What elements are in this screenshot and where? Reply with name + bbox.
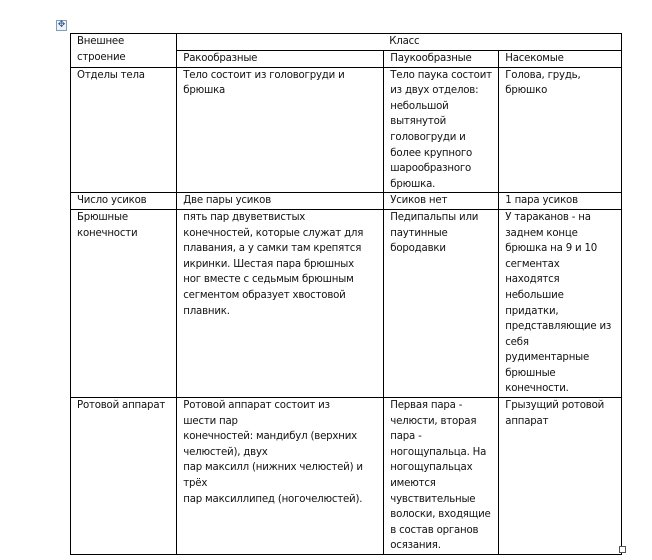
cell: Грызущий ротовой аппарат xyxy=(499,398,622,555)
cell: Ротовой аппарат состоит из шести пар конечностей: мандибул (верхних челюстей), двух пар максилл (нижних челюстей) и трёх пар максиллипед (ногочелюстей). xyxy=(177,398,384,555)
class-group-header: Класс xyxy=(177,34,622,51)
table-move-handle-icon[interactable]: ✥ xyxy=(57,20,66,30)
cell: Первая пара - челюсти, вторая пара - ногощупальца. На ногощупальцах имеются чувствительные волоски, входящие в состав органов осязания. xyxy=(384,398,499,555)
cell: Тело паука состоит из двух отделов: небольшой вытянутой головогруди и более крупного шарообразного брюшка. xyxy=(384,67,499,193)
cell: 1 пара усиков xyxy=(499,193,622,210)
table-row xyxy=(71,193,622,210)
cell: пять пар двуветвистых конечностей, которые служат для плавания, а у самки там крепятся икринки. Шестая пара брюшных ног вместе с седьмым брюшным сегментом образует хвостовой плавник. xyxy=(177,209,384,397)
table-resize-handle-icon[interactable] xyxy=(619,546,626,553)
row-label: Отделы тела xyxy=(71,67,177,193)
row-label: Число усиков xyxy=(71,193,177,210)
table-row xyxy=(71,209,622,397)
class-header-crustaceans: Ракообразные xyxy=(177,51,384,68)
comparison-table xyxy=(70,33,622,555)
cell: Педипальпы или паутинные бородавки xyxy=(384,209,499,397)
cell: Усиков нет xyxy=(384,193,499,210)
cell: У тараканов - на заднем конце брюшка на 9 и 10 сегментах находятся небольшие придатки, представляющие из себя рудиментарные брюшные конечности. xyxy=(499,209,622,397)
class-header-arachnids: Паукообразные xyxy=(384,51,499,68)
header-row xyxy=(71,34,622,51)
table-row xyxy=(71,398,622,555)
row-label: Ротовой аппарат xyxy=(71,398,177,555)
row-label-header: Внешнее строение xyxy=(71,34,177,68)
cell: Голова, грудь, брюшко xyxy=(499,67,622,193)
cell: Две пары усиков xyxy=(177,193,384,210)
cell: Тело состоит из головогруди и брюшка xyxy=(177,67,384,193)
row-label: Брюшные конечности xyxy=(71,209,177,397)
class-header-insects: Насекомые xyxy=(499,51,622,68)
table-row xyxy=(71,67,622,193)
